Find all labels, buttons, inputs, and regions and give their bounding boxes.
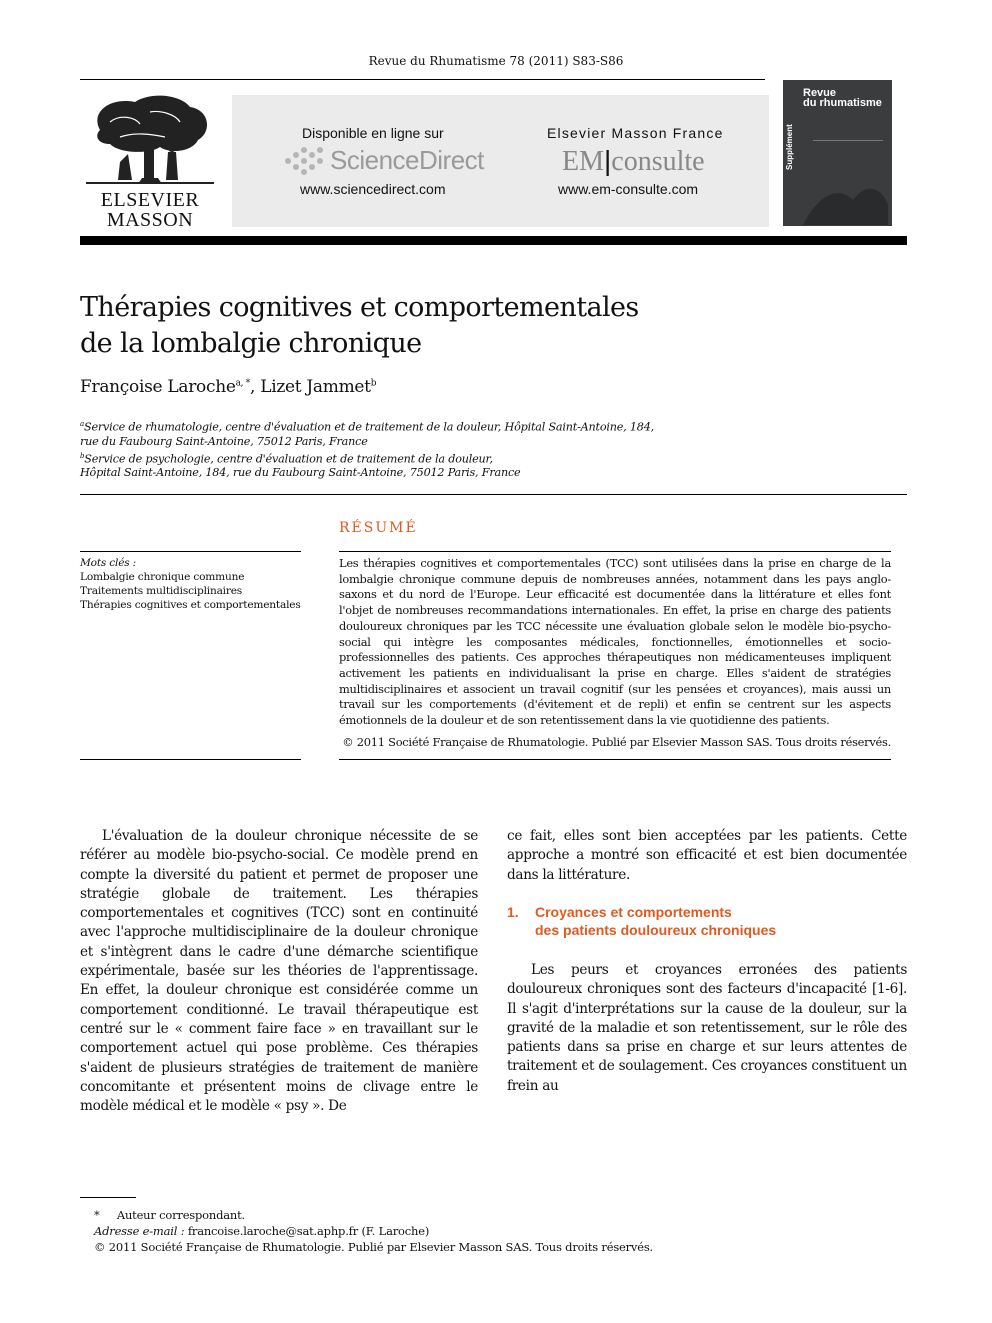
journal-cover[interactable]: [783, 80, 892, 226]
em-consulte-left: EM: [562, 146, 604, 177]
tree-icon: [80, 92, 220, 186]
sciencedirect-dots-icon: [282, 145, 330, 175]
sciencedirect-url[interactable]: www.sciencedirect.com: [300, 181, 446, 197]
keyword: Traitements multidisciplinaires: [80, 585, 243, 597]
body-column-1: L'évaluation de la douleur chronique nécessite de se référer au modèle bio-psycho-social. Ce modèle prend en compte la diversité du patient et permet de proposer une stratégie globale de traitement. Les thérapies comportementales et cognitives (TCC) sont en continuité avec l'approche multidisciplinaire de la douleur chronique et s'intègrent dans le cadre d'une démarche scientifique expérimentale, basée sur les théories de l'apprentissage. En effet, la douleur chronique est considérée comme un comportement conditionné. Le travail thérapeutique est centré sur le « comment faire face » en travaillant sur le comportement actuel qui pose problème. Ces thérapies s'aident de plusieurs stratégies de traitement de manière concomitante et présentent moins de clivage entre le modèle médical et le modèle « psy ». De: [80, 828, 478, 1115]
author-1[interactable]: Françoise Laroche: [80, 377, 236, 397]
logo-word-masson: MASSON: [106, 209, 194, 231]
sciencedirect-name: ScienceDirect: [330, 145, 484, 175]
section-number: 1.: [507, 904, 519, 920]
abstract-bottom-rule: [339, 759, 891, 760]
em-publisher: Elsevier Masson France: [547, 125, 724, 141]
cover-title: Revue du rhumatisme: [803, 87, 882, 109]
footnote-email: Adresse e-mail : francoise.laroche@sat.aphp.fr (F. Laroche): [94, 1224, 430, 1238]
keyword: Thérapies cognitives et comportementales: [80, 599, 301, 611]
elsevier-masson-logo[interactable]: [80, 92, 220, 231]
footnote-rule: [80, 1197, 136, 1198]
cover-supplement-label: Supplément: [785, 124, 794, 170]
abstract-top-rule: [339, 551, 891, 552]
keywords-title: Mots clés :: [80, 557, 137, 569]
footnote-copyright: © 2011 Société Française de Rhumatologie. Publié par Elsevier Masson SAS. Tous droits réservés.: [94, 1240, 653, 1254]
header-rule: [80, 79, 765, 80]
authors: Françoise Laroche$^{a, *}$, Lizet Jammet$^b$: [80, 377, 377, 397]
abstract-copyright: © 2011 Société Française de Rhumatologie. Publié par Elsevier Masson SAS. Tous droits réservés.: [342, 735, 891, 749]
footnote-corresponding: * Auteur correspondant.: [94, 1208, 246, 1222]
header-thick-rule: [80, 236, 907, 245]
abstract-text: Les thérapies cognitives et comportementales (TCC) sont utilisées dans la prise en charge de la lombalgie chronique commune depuis de nombreuses années, notamment dans les pays anglo-saxons et du nord de l'Europe. Leur efficacité est documentée dans la littérature et elles font l'objet de nombreuses recommandations internationales. En effet, la prise en charge des patients douloureux chroniques par les TCC nécessite une évaluation globale selon le modèle bio-psycho-social qui intègre les composantes médicales, fonctionnelles, émotionnelles et socio-professionnelles des patients. Ces approches thérapeutiques non médicamenteuses impliquent activement les patients en individualisant la prise en charge. Elles s'aident de stratégies multidisciplinaires et associent un travail cognitif (sur les pensées et croyances), mais aussi un travail sur les comportements (d'évitement et de repli) et enfin se centrent sur les aspects émotionnels de la douleur et de son retentissement dans la vie quotidienne des patients.: [339, 556, 891, 728]
journal-reference: Revue du Rhumatisme 78 (2011) S83-S86: [368, 54, 624, 68]
keyword: Lombalgie chronique commune: [80, 571, 245, 583]
section-1-heading: 1. Croyances et comportements des patients douloureux chroniques: [507, 904, 777, 938]
em-consulte-url[interactable]: www.em-consulte.com: [558, 181, 699, 197]
keywords-bottom-rule: [80, 759, 301, 760]
logo-word-elsevier: ELSEVIER: [100, 189, 200, 211]
keywords-top-rule: [80, 551, 301, 552]
affiliations: $^a$Service de rhumatologie, centre d'évaluation et de traitement de la douleur, Hôpital Saint-Antoine, 184, rue du Faubourg Saint-Antoine, 75012 Paris, France $^b$Service de psychologie, centre d'évaluation et de traitement de la douleur, Hôpital Saint-Antoine, 184, rue du Faubourg Saint-Antoine, 75012 Paris, France: [80, 420, 654, 480]
email-link[interactable]: francoise.laroche@sat.aphp.fr: [187, 1224, 359, 1238]
online-availability-banner: [232, 95, 769, 227]
em-consulte-right: consulte: [611, 146, 705, 177]
keywords-box: [80, 556, 310, 612]
body-column-2-para-2: Les peurs et croyances erronées des patients douloureux chroniques sont des facteurs d'incapacité [1-6]. Il s'agit d'interprétations sur la cause de la douleur, sur la gravité de la maladie et son retentissement, sur le rôle des patients dans sa prise en charge et sur leurs attentes de traitement et de soulagement. Ces croyances constituent un frein au: [507, 962, 907, 1094]
article-title: Thérapies cognitives et comportementales de la lombalgie chronique: [80, 292, 639, 359]
title-rule: [80, 494, 907, 495]
body-column-2-para-1: ce fait, elles sont bien acceptées par les patients. Cette approche a montré son efficacité et est bien documentée dans la littérature.: [507, 828, 907, 883]
author-2[interactable]: Lizet Jammet: [260, 377, 371, 397]
em-consulte-logo: EM|consulte: [562, 145, 705, 177]
abstract-heading: RÉSUMÉ: [339, 520, 418, 536]
sd-available-label: Disponible en ligne sur: [302, 125, 444, 141]
cover-text-block: [813, 140, 883, 171]
cover-illustration-icon: [803, 175, 888, 225]
